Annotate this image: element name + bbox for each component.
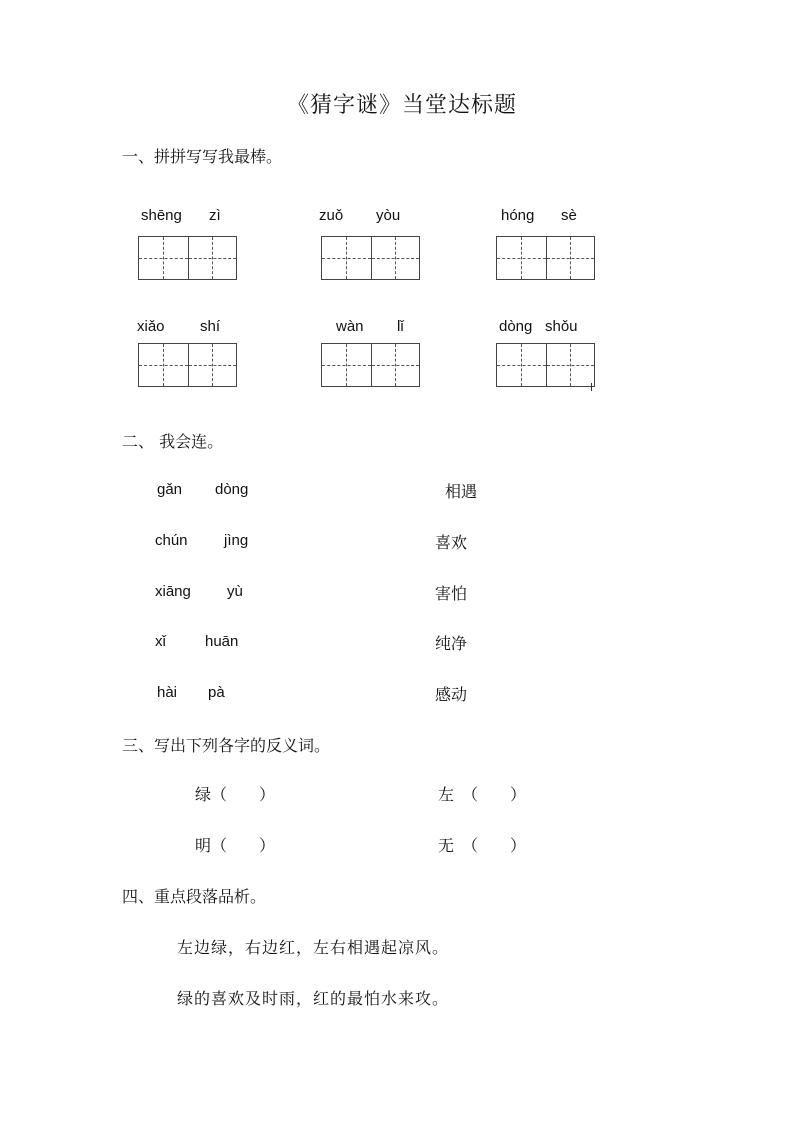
- pinyin-syllable: sè: [561, 207, 577, 224]
- pinyin-syllable: jìng: [224, 532, 249, 549]
- pinyin-syllable: gǎn: [157, 481, 183, 498]
- pinyin-syllable: zuǒ: [319, 207, 344, 224]
- section3-heading: 三、写出下列各字的反义词。: [122, 736, 331, 755]
- tianzige-writing-grid[interactable]: [138, 236, 237, 280]
- pinyin-syllable: chún: [155, 532, 188, 549]
- pinyin-syllable: xǐ: [155, 633, 166, 650]
- pinyin-syllable: shí: [200, 318, 221, 335]
- pinyin-syllable: xiāng: [155, 583, 191, 600]
- match-word: 害怕: [435, 584, 468, 603]
- passage-line: 左边绿，右边红，左右相遇起凉风。: [177, 938, 450, 957]
- pinyin-syllable: shēng: [141, 207, 182, 224]
- tianzige-writing-grid[interactable]: [321, 236, 420, 280]
- pinyin-syllable: huān: [205, 633, 239, 650]
- section1-heading: 一、拼拼写写我最棒。: [122, 147, 283, 166]
- tianzige-writing-grid[interactable]: [138, 343, 237, 387]
- pinyin-syllable: hài: [157, 684, 178, 701]
- pinyin-syllable: pà: [208, 684, 225, 701]
- antonym-blank[interactable]: 无 （ ）: [438, 836, 527, 855]
- section4-heading: 四、重点段落品析。: [122, 887, 267, 906]
- pinyin-syllable: wàn: [336, 318, 364, 335]
- antonym-blank[interactable]: 绿（ ）: [195, 785, 276, 804]
- antonym-blank[interactable]: 左 （ ）: [438, 785, 527, 804]
- match-word: 纯净: [435, 634, 468, 653]
- pinyin-syllable: dòng: [215, 481, 249, 498]
- tianzige-writing-grid[interactable]: [496, 236, 595, 280]
- stray-mark: [591, 383, 592, 391]
- pinyin-syllable: yù: [227, 583, 243, 600]
- pinyin-syllable: yòu: [376, 207, 401, 224]
- antonym-blank[interactable]: 明（ ）: [195, 836, 276, 855]
- pinyin-syllable: zì: [209, 207, 221, 224]
- pinyin-syllable: shǒu: [545, 318, 578, 335]
- pinyin-syllable: xiǎo: [137, 318, 165, 335]
- passage-line: 绿的喜欢及时雨，红的最怕水来攻。: [177, 989, 450, 1008]
- match-word: 感动: [435, 685, 468, 704]
- match-word: 喜欢: [435, 533, 468, 552]
- pinyin-syllable: hóng: [501, 207, 535, 224]
- pinyin-syllable: lǐ: [397, 318, 404, 335]
- section2-heading: 二、 我会连。: [122, 432, 224, 451]
- match-word: 相遇: [445, 482, 478, 501]
- tianzige-writing-grid[interactable]: [321, 343, 420, 387]
- page-title: 《猜字谜》当堂达标题: [287, 93, 518, 118]
- pinyin-syllable: dòng: [499, 318, 533, 335]
- tianzige-writing-grid[interactable]: [496, 343, 595, 387]
